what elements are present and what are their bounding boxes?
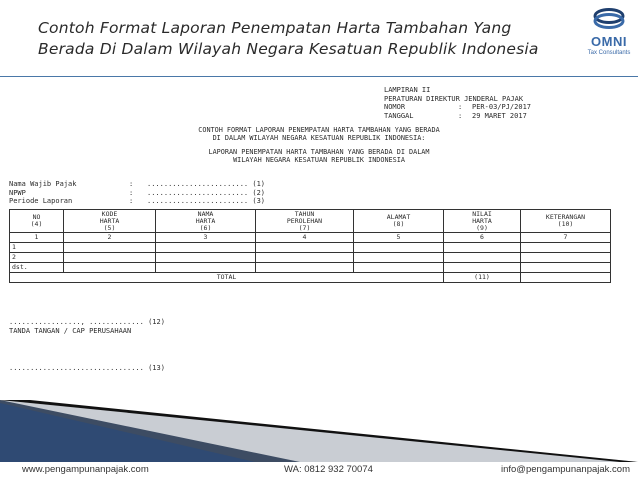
signature-block bbox=[9, 318, 165, 335]
header-tahun-perolehan: TAHUN PEROLEHAN (7) bbox=[256, 210, 354, 233]
slide-title-line-2: Berada Di Dalam Wilayah Negara Kesatuan Republik Indonesia bbox=[38, 40, 539, 58]
table-cell: dst. bbox=[10, 263, 64, 273]
total-value: (11) bbox=[444, 273, 521, 283]
table-cell bbox=[521, 263, 611, 273]
field-value: ........................ (2) bbox=[147, 188, 266, 197]
tanggal-value: 29 MARET 2017 bbox=[472, 111, 527, 120]
heading-line-1: CONTOH FORMAT LAPORAN PENEMPATAN HARTA TAMBAHAN YANG BERADA bbox=[198, 126, 440, 134]
header-kode-harta: KODE HARTA (5) bbox=[64, 210, 156, 233]
table-cell bbox=[354, 253, 444, 263]
header-nama-harta: NAMA HARTA (6) bbox=[156, 210, 256, 233]
lampiran-block bbox=[384, 86, 531, 120]
nomor-separator: : bbox=[458, 103, 463, 111]
nomor-value: PER-03/PJ/2017 bbox=[472, 103, 532, 111]
table-cell bbox=[156, 263, 256, 273]
lampiran-tanggal bbox=[384, 112, 531, 121]
field-label: Periode Laporan bbox=[9, 197, 73, 205]
table-cell bbox=[156, 243, 256, 253]
field-value: ........................ (3) bbox=[147, 197, 266, 205]
table-cell: 1 bbox=[10, 243, 64, 253]
tanggal-label: TANGGAL bbox=[384, 111, 414, 120]
taxpayer-fields bbox=[9, 180, 265, 206]
field-separator: : bbox=[129, 197, 134, 205]
table-cell bbox=[256, 243, 354, 253]
table-cell bbox=[256, 263, 354, 273]
table-cell: 3 bbox=[156, 233, 256, 243]
slide-title-line-1: Contoh Format Laporan Penempatan Harta Tambahan Yang bbox=[38, 19, 512, 37]
table-cell bbox=[521, 253, 611, 263]
slide-title bbox=[38, 18, 578, 60]
table-cell: 1 bbox=[10, 233, 64, 243]
lampiran-title: LAMPIRAN II bbox=[384, 86, 431, 94]
table-cell: 7 bbox=[521, 233, 611, 243]
signature-caption: TANDA TANGAN / CAP PERUSAHAAN bbox=[9, 326, 132, 335]
table-numbering-row bbox=[10, 233, 611, 243]
table-cell bbox=[256, 253, 354, 263]
header-nilai-harta: NILAI HARTA (9) bbox=[444, 210, 521, 233]
field-periode-laporan bbox=[9, 197, 265, 206]
table-cell bbox=[64, 263, 156, 273]
signer-name-line: ................................ (13) bbox=[9, 364, 165, 372]
table-cell bbox=[521, 273, 611, 283]
footer-email[interactable]: info@pengampunanpajak.com bbox=[500, 464, 630, 475]
table-cell bbox=[354, 263, 444, 273]
total-label: TOTAL bbox=[10, 273, 444, 283]
nomor-label: NOMOR bbox=[384, 103, 406, 111]
header-divider bbox=[0, 76, 638, 77]
lampiran-nomor bbox=[384, 103, 531, 112]
heading-line-2: DI DALAM WILAYAH NEGARA KESATUAN REPUBLIK INDONESIA: bbox=[212, 134, 426, 142]
table-row bbox=[10, 263, 611, 273]
table-header-row bbox=[10, 210, 611, 233]
field-separator: : bbox=[129, 180, 134, 188]
omni-rings-icon bbox=[591, 6, 627, 34]
field-separator: : bbox=[129, 188, 134, 197]
heading-line-4: WILAYAH NEGARA KESATUAN REPUBLIK INDONESIA bbox=[233, 156, 405, 164]
table-total-row bbox=[10, 273, 611, 283]
header-no: NO (4) bbox=[10, 210, 64, 233]
table-cell: 6 bbox=[444, 233, 521, 243]
place-date-line: ................., ............. (12) bbox=[9, 318, 165, 326]
document-scan bbox=[0, 80, 638, 410]
table-cell: 2 bbox=[64, 233, 156, 243]
table-cell: 5 bbox=[354, 233, 444, 243]
field-label: NPWP bbox=[9, 188, 26, 197]
footer-website[interactable]: www.pengampunanpajak.com bbox=[22, 464, 149, 475]
heading-line-3: LAPORAN PENEMPATAN HARTA TAMBAHAN YANG BERADA DI DALAM bbox=[208, 148, 430, 156]
table-cell bbox=[354, 243, 444, 253]
header-alamat: ALAMAT (8) bbox=[354, 210, 444, 233]
field-npwp bbox=[9, 189, 265, 198]
table-cell bbox=[64, 253, 156, 263]
header-keterangan: KETERANGAN (10) bbox=[521, 210, 611, 233]
table-cell bbox=[156, 253, 256, 263]
omni-logo bbox=[583, 6, 635, 62]
asset-report-table bbox=[9, 209, 611, 283]
field-value: ........................ (1) bbox=[147, 180, 266, 188]
table-cell bbox=[444, 263, 521, 273]
logo-brand: OMNI bbox=[591, 34, 627, 49]
field-label: Nama Wajib Pajak bbox=[9, 180, 77, 188]
table-cell bbox=[444, 243, 521, 253]
table-row bbox=[10, 243, 611, 253]
logo-subtitle: Tax Consultants bbox=[587, 50, 631, 56]
lampiran-regulation: PERATURAN DIREKTUR JENDERAL PAJAK bbox=[384, 94, 524, 103]
table-row bbox=[10, 253, 611, 263]
field-nama-wajib-pajak bbox=[9, 180, 265, 189]
footer-decoration bbox=[0, 400, 638, 462]
footer-whatsapp: WA: 0812 932 70074 bbox=[284, 464, 373, 475]
table-cell bbox=[444, 253, 521, 263]
table-cell bbox=[521, 243, 611, 253]
table-cell: 2 bbox=[10, 253, 64, 263]
table-cell: 4 bbox=[256, 233, 354, 243]
tanggal-separator: : bbox=[458, 111, 463, 120]
table-cell bbox=[64, 243, 156, 253]
footer-bar bbox=[0, 462, 638, 479]
